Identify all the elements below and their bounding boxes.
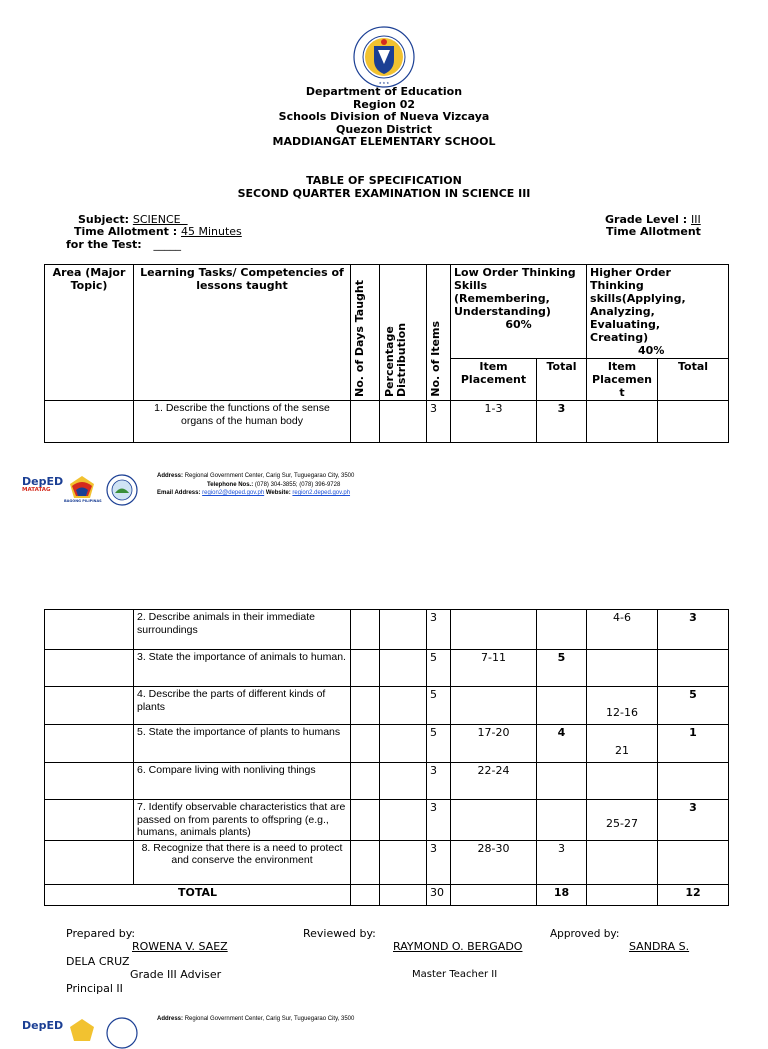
subject-value: SCIENCE	[132, 213, 188, 226]
row-items: 5	[427, 725, 451, 763]
row-lot-total: 4	[537, 725, 587, 763]
header-lot	[451, 265, 587, 359]
letterhead-footer-2	[22, 1013, 362, 1032]
row-hot-total	[658, 763, 729, 800]
row-lot-placement	[451, 687, 537, 725]
region-seal-logo	[106, 474, 138, 506]
telephone-text: (078) 304-3855; (078) 396-9728	[254, 481, 341, 488]
reviewed-name: RAYMOND O. BERGADO	[393, 940, 523, 953]
address-line	[157, 472, 354, 481]
table-row	[45, 725, 729, 763]
row-hot-placement	[587, 763, 658, 800]
total-label: TOTAL	[45, 884, 351, 905]
total-lot: 18	[537, 884, 587, 905]
row-items: 3	[427, 800, 451, 841]
row-items: 5	[427, 650, 451, 687]
row-lot-placement: 22-24	[451, 763, 537, 800]
website-label: Website:	[265, 490, 291, 496]
reviewed-label: Reviewed by:	[303, 927, 376, 940]
email-link[interactable]: region2@deped.gov.ph	[202, 490, 265, 496]
row-hot-total	[658, 840, 729, 884]
footer-address-2	[157, 1015, 354, 1024]
table-row	[45, 610, 729, 650]
header-lot-pct: 60%	[505, 318, 532, 331]
header-tasks: Learning Tasks/ Competencies of lessons taught	[134, 265, 351, 401]
time-value: 45 Minutes	[180, 225, 242, 238]
deped-text-2: DepED	[22, 1019, 64, 1032]
prepared-title: Grade III Adviser	[130, 968, 222, 981]
address-text: Regional Government Center, Carig Sur, Tuguegarao City, 3500	[184, 473, 355, 479]
grade-value: III	[690, 213, 701, 226]
row-lot-placement: 28-30	[451, 840, 537, 884]
telephone-label: Telephone Nos.:	[207, 481, 254, 488]
row-lot-placement: 17-20	[451, 725, 537, 763]
website-link[interactable]: region2.deped.gov.ph	[292, 490, 351, 496]
title-line-2: SECOND QUARTER EXAMINATION IN SCIENCE III	[237, 186, 531, 200]
header-line-5: MADDIANGAT ELEMENTARY SCHOOL	[272, 135, 496, 148]
bagong-pilipinas-text: BAGONG PILIPINAS	[64, 499, 102, 503]
row-hot-placement: 4-6	[587, 610, 658, 650]
table-row	[45, 800, 729, 841]
row-lot-total	[537, 800, 587, 841]
row-hot-total: 5	[658, 687, 729, 725]
row-hot-placement: 25-27	[587, 800, 658, 841]
row-area	[45, 401, 134, 443]
row-hot-placement	[587, 840, 658, 884]
row-lot-total: 3	[537, 401, 587, 443]
row-items: 3	[427, 401, 451, 443]
row-hot-total	[658, 401, 729, 443]
row-percentage	[380, 401, 427, 443]
row-task: 6. Compare living with nonliving things	[134, 763, 351, 800]
row-hot-placement: 12-16	[587, 687, 658, 725]
row-task: 7. Identify observable characteristics that are passed on from parents to offspring (e.g., humans, animals plants)	[134, 800, 351, 841]
total-items: 30	[427, 884, 451, 905]
approved-title: Principal II	[66, 982, 123, 995]
row-days	[351, 401, 380, 443]
row-hot-total: 1	[658, 725, 729, 763]
total-row	[45, 884, 729, 905]
school-header	[0, 86, 768, 149]
table-row	[45, 840, 729, 884]
row-lot-total: 5	[537, 650, 587, 687]
row-lot-placement	[451, 800, 537, 841]
telephone-line	[157, 481, 354, 490]
header-line-1: Department of Education	[305, 85, 463, 98]
specification-table-page2	[44, 609, 729, 906]
grade-label: Grade Level :	[605, 213, 688, 226]
for-test-blank: _____	[153, 238, 182, 251]
row-hot-total: 3	[658, 610, 729, 650]
row-lot-total: 3	[537, 840, 587, 884]
header-total: Total	[537, 359, 587, 401]
header-percentage: Percentage Distribution	[383, 322, 408, 397]
row-lot-placement: 7-11	[451, 650, 537, 687]
reviewed-title: Master Teacher II	[412, 969, 498, 980]
header-line-3: Schools Division of Nueva Vizcaya	[278, 110, 490, 123]
time-allotment-right: Time Allotment	[606, 225, 701, 238]
header-item-placement: Item Placement	[451, 359, 537, 401]
document-title	[0, 175, 768, 200]
header-lot-label: Low Order Thinking Skills (Remembering, Understanding)	[454, 266, 576, 318]
address-label-2: Address:	[157, 1016, 184, 1022]
deped-wordmark	[22, 475, 64, 488]
deped-text: DepED	[22, 475, 64, 488]
header-percentage-cell	[380, 265, 427, 401]
email-line	[157, 489, 354, 498]
row-hot-placement: 21	[587, 725, 658, 763]
row-task: 8. Recognize that there is a need to protect and conserve the environment	[134, 840, 351, 884]
header-items: No. of Items	[429, 321, 442, 397]
row-hot-total: 3	[658, 800, 729, 841]
row-items: 3	[427, 840, 451, 884]
header-item-placement-hot: Item Placemen t	[587, 359, 658, 401]
deped-seal-logo	[353, 26, 415, 88]
time-allotment-line	[74, 225, 242, 238]
subject-label: Subject:	[78, 213, 130, 226]
row-lot-total	[537, 687, 587, 725]
row-hot-placement	[587, 401, 658, 443]
header-items-cell	[427, 265, 451, 401]
header-total-hot: Total	[658, 359, 729, 401]
row-items: 3	[427, 610, 451, 650]
address-text-2: Regional Government Center, Carig Sur, Tuguegarao City, 3500	[184, 1016, 355, 1022]
header-hot-pct: 40%	[638, 344, 665, 357]
row-lot-placement	[451, 610, 537, 650]
row-task: 4. Describe the parts of different kinds of plants	[134, 687, 351, 725]
approved-name-1: SANDRA S.	[629, 940, 690, 953]
table-row	[45, 763, 729, 800]
row-task: 3. State the importance of animals to human.	[134, 650, 351, 687]
total-hot: 12	[658, 884, 729, 905]
row-lot-total	[537, 763, 587, 800]
table-row	[45, 401, 729, 443]
header-hot	[587, 265, 729, 359]
row-task: 5. State the importance of plants to humans	[134, 725, 351, 763]
header-line-2: Region 02	[352, 97, 416, 111]
footer-address-block	[157, 472, 354, 498]
approved-label: Approved by:	[550, 928, 620, 940]
row-hot-total	[658, 650, 729, 687]
header-days-cell	[351, 265, 380, 401]
header-area: Area (Major Topic)	[45, 265, 134, 401]
table-row	[45, 687, 729, 725]
table-row	[45, 650, 729, 687]
prepared-label: Prepared by:	[66, 927, 136, 940]
deped-matatag-logo	[22, 475, 64, 494]
email-label: Email Address:	[157, 490, 201, 496]
header-hot-label: Higher Order Thinking skills(Applying, Analyzing, Evaluating, Creating)	[590, 266, 686, 344]
matatag-text: MATATAG	[22, 487, 51, 493]
title-line-1: TABLE OF SPECIFICATION	[306, 174, 462, 187]
region-seal-logo-2	[106, 1017, 138, 1049]
for-test-line	[66, 238, 181, 251]
header-days: No. of Days Taught	[353, 279, 366, 397]
header-line-4: Quezon District	[336, 122, 432, 136]
specification-table-page1	[44, 264, 729, 443]
row-task: 1. Describe the functions of the sense organs of the human body	[134, 401, 351, 443]
approved-name-2: DELA CRUZ	[66, 955, 130, 968]
row-task: 2. Describe animals in their immediate surroundings	[134, 610, 351, 650]
row-hot-placement	[587, 650, 658, 687]
row-items: 5	[427, 687, 451, 725]
svg-text:★ ★ ★: ★ ★ ★	[378, 81, 390, 85]
letterhead-footer	[22, 470, 362, 510]
bagong-pilipinas-logo-2	[66, 1017, 98, 1047]
row-items: 3	[427, 763, 451, 800]
address-label: Address:	[157, 473, 184, 479]
prepared-name: ROWENA V. SAEZ	[132, 940, 228, 953]
row-lot-placement: 1-3	[451, 401, 537, 443]
time-label: Time Allotment :	[74, 225, 178, 238]
for-test-label: for the Test:	[66, 238, 142, 251]
row-lot-total	[537, 610, 587, 650]
